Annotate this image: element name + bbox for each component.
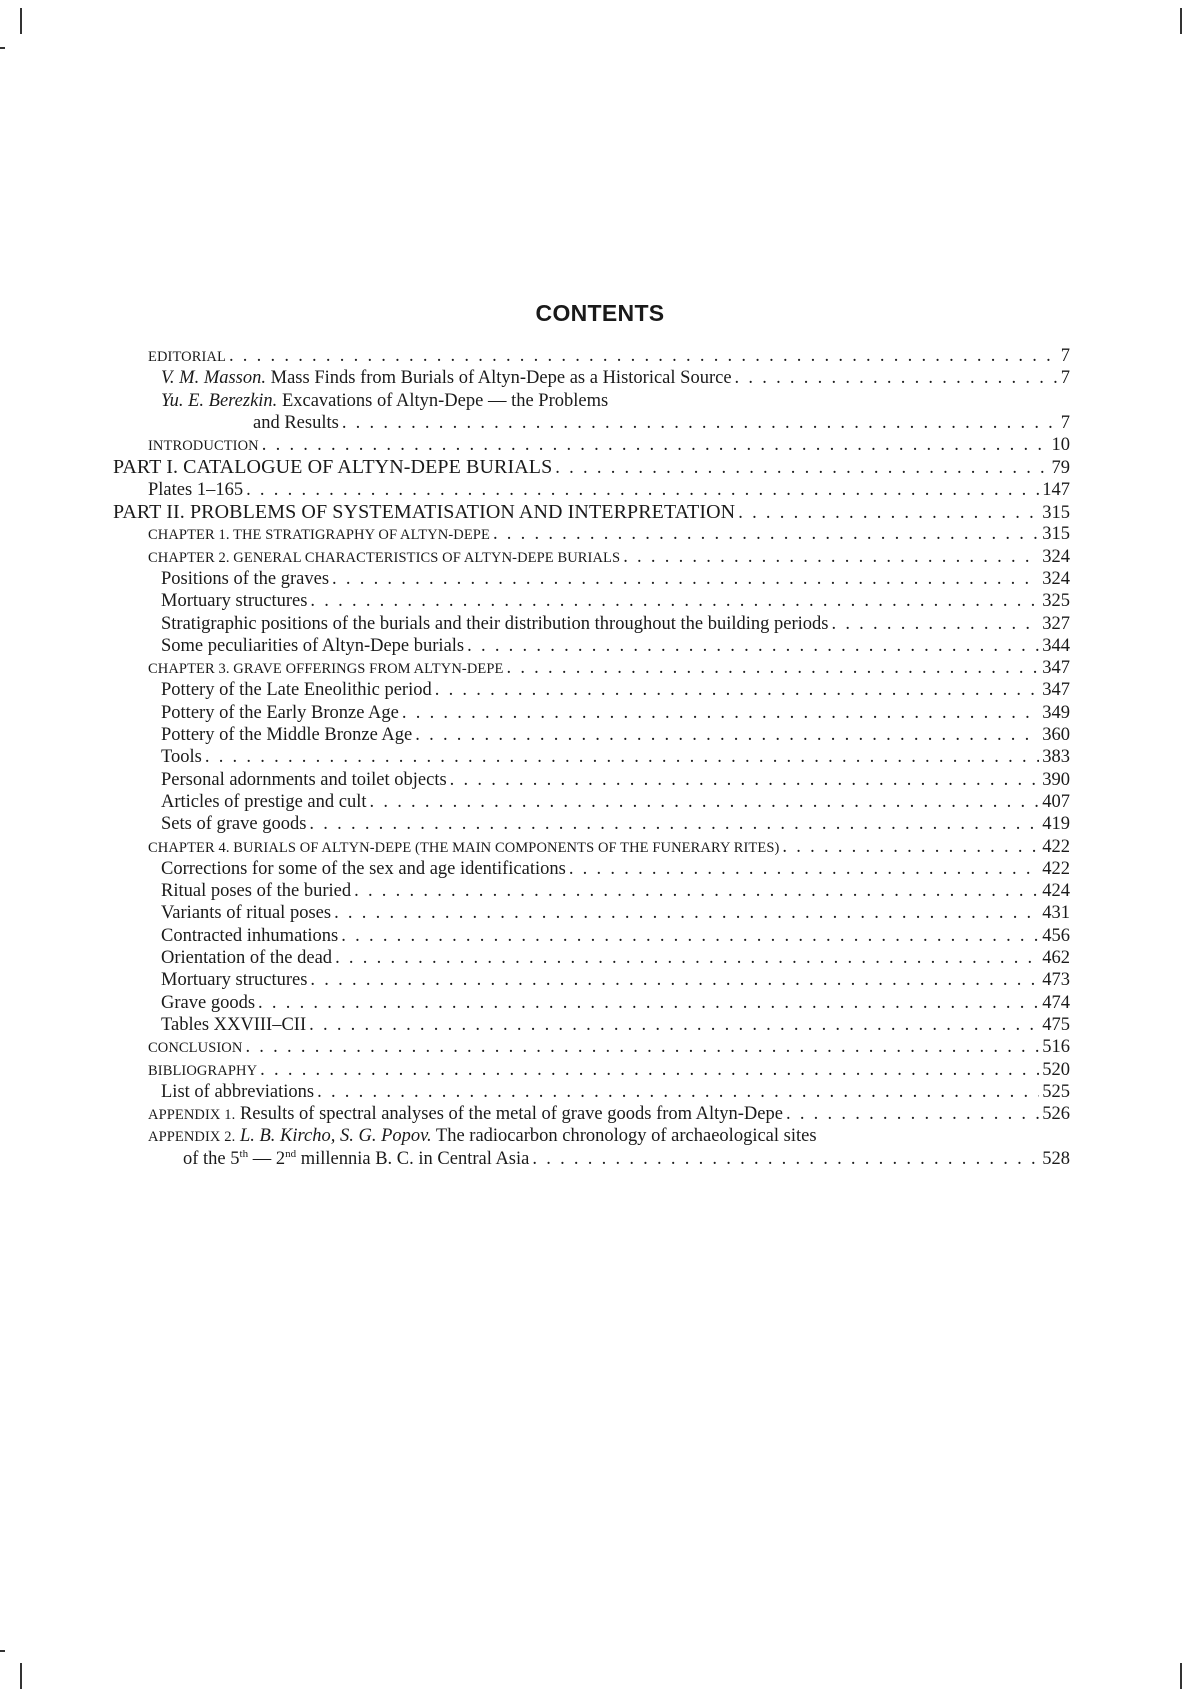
toc-entry-label (161, 367, 732, 389)
toc-entry-text: CHAPTER 1. THE STRATIGRAPHY OF ALTYN-DEPE (148, 527, 490, 544)
toc-entry-label (161, 568, 329, 590)
toc-entry-text: Positions of the graves (161, 568, 330, 589)
toc-entry-text: List of abbreviations (161, 1081, 315, 1102)
toc-leader-dots (467, 635, 1039, 657)
toc-leader-dots (332, 568, 1039, 590)
toc-entry[interactable] (113, 1103, 1070, 1125)
toc-leader-dots (738, 502, 1039, 524)
toc-entry-text: Stratigraphic positions of the burials and their distribution throughout the building periods (161, 613, 829, 634)
toc-entry-text: The radiocarbon chronology of archaeological sites (431, 1126, 817, 1147)
toc-entry-text: and Results (253, 412, 339, 433)
toc-entry[interactable] (113, 836, 1070, 858)
toc-entry-label (161, 947, 332, 969)
toc-leader-dots (569, 858, 1039, 880)
toc-entry[interactable] (113, 546, 1070, 568)
toc-entry[interactable] (113, 679, 1070, 701)
toc-page-number: 7 (1060, 346, 1070, 366)
toc-page-number: 520 (1042, 1059, 1070, 1080)
toc-leader-dots (450, 769, 1040, 791)
toc-entry-label (161, 880, 351, 902)
toc-entry-label (148, 479, 243, 501)
toc-entry-author: V. M. Masson. (161, 368, 267, 389)
toc-entry-label (161, 858, 566, 880)
toc-entry[interactable] (113, 479, 1070, 501)
toc-page-number: 327 (1042, 613, 1070, 634)
toc-entry-author: L. B. Kircho, S. G. Popov. (235, 1126, 432, 1147)
toc-entry-text: Pottery of the Late Eneolithic period (161, 680, 432, 701)
toc-entry-text: Tables XXVIII–CII (161, 1014, 307, 1035)
toc-entry[interactable] (113, 390, 1070, 412)
toc-leader-dots (493, 523, 1039, 545)
toc-entry-label (148, 434, 259, 457)
toc-entry-text: Orientation of the dead (161, 948, 333, 969)
toc-leader-dots (435, 679, 1040, 701)
toc-entry-text: of the 5th — 2nd millennia B. C. in Central Asia (183, 1147, 530, 1169)
toc-entry-text: Variants of ritual poses (161, 903, 332, 924)
toc-entry-text: CHAPTER 3. GRAVE OFFERINGS FROM ALTYN-DEPE (148, 661, 504, 678)
toc-entry-label (183, 1148, 529, 1170)
toc-leader-dots (831, 613, 1039, 635)
toc-entry[interactable] (113, 902, 1070, 924)
toc-page-number: 147 (1042, 479, 1070, 500)
toc-entry-label (161, 902, 331, 924)
toc-entry-text: CHAPTER 2. GENERAL CHARACTERISTICS OF ALTYN-DEPE BURIALS (148, 549, 621, 566)
toc-leader-dots (402, 702, 1039, 724)
toc-page-number: 79 (1051, 458, 1070, 479)
toc-entry[interactable] (113, 590, 1070, 612)
toc-page-number: 324 (1042, 546, 1070, 567)
toc-entry-text: Grave goods (161, 992, 256, 1013)
toc-entry-label (161, 724, 412, 746)
toc-leader-dots (205, 746, 1039, 768)
toc-entry[interactable] (113, 947, 1070, 969)
toc-entry[interactable] (113, 791, 1070, 813)
toc-page-number: 475 (1042, 1014, 1070, 1035)
toc-entry-text: Contracted inhumations (161, 925, 339, 946)
toc-entry-label (148, 836, 779, 859)
toc-entry[interactable] (113, 1036, 1070, 1058)
toc-entry[interactable] (113, 769, 1070, 791)
toc-page-number: 344 (1042, 635, 1070, 656)
toc-entry-text: PART I. CATALOGUE OF ALTYN-DEPE BURIALS (113, 456, 553, 479)
toc-leader-dots (335, 947, 1039, 969)
toc-entry-label (148, 1103, 783, 1126)
toc-entry[interactable] (113, 635, 1070, 657)
toc-entry-prefix: APPENDIX 2. (148, 1129, 236, 1146)
toc-page-number: 7 (1060, 412, 1070, 433)
toc-entry[interactable] (113, 1148, 1070, 1170)
toc-page-number: 516 (1042, 1037, 1070, 1058)
toc-page-number: 456 (1042, 925, 1070, 946)
toc-page-number: 349 (1042, 702, 1070, 723)
crop-mark-bottom-right (1180, 1663, 1182, 1689)
toc-page-number: 10 (1051, 435, 1070, 456)
toc-entry-text: Corrections for some of the sex and age identifications (161, 858, 566, 879)
toc-entry-label (161, 791, 367, 813)
toc-leader-dots (341, 925, 1039, 947)
toc-leader-dots (245, 1036, 1039, 1058)
toc-leader-dots (310, 590, 1039, 612)
toc-entry-label (253, 412, 339, 434)
toc-leader-dots (260, 1059, 1039, 1081)
toc-entry-text: INTRODUCTION (148, 438, 259, 455)
toc-entry[interactable] (113, 1125, 1070, 1147)
toc-leader-dots (782, 836, 1039, 858)
toc-page-number: 347 (1042, 658, 1070, 679)
toc-entry-label (161, 746, 202, 768)
toc-entry[interactable] (113, 702, 1070, 724)
toc-entry-label (161, 813, 306, 835)
toc-entry-label (113, 501, 735, 524)
toc-leader-dots (246, 479, 1039, 501)
toc-entry[interactable] (113, 1059, 1070, 1081)
toc-entry[interactable] (113, 657, 1070, 679)
toc-page-number: 422 (1042, 858, 1070, 879)
toc-entry-label (161, 679, 432, 701)
toc-leader-dots (415, 724, 1039, 746)
toc-entry-text: Articles of prestige and cult (161, 791, 367, 812)
toc-entry-label (148, 1125, 817, 1148)
toc-leader-dots (370, 791, 1040, 813)
toc-entry[interactable] (113, 1081, 1070, 1103)
toc-page-number: 407 (1042, 791, 1070, 812)
toc-leader-dots (623, 546, 1039, 568)
toc-entry[interactable] (113, 858, 1070, 880)
toc-entry-label (161, 702, 399, 724)
toc-entry[interactable] (113, 969, 1070, 991)
toc-page-number: 325 (1042, 591, 1070, 612)
toc-entry[interactable] (113, 724, 1070, 746)
toc-page-number: 360 (1042, 725, 1070, 746)
toc-page-number: 7 (1060, 368, 1070, 389)
toc-entry[interactable] (113, 412, 1070, 434)
toc-entry-text: Tools (161, 747, 202, 768)
toc-entry-text: CONCLUSION (148, 1040, 243, 1057)
toc-entry-label (148, 546, 620, 569)
toc-entry-label (161, 969, 307, 991)
toc-page-number: 462 (1042, 948, 1070, 969)
toc-entry[interactable] (113, 880, 1070, 902)
toc-entry[interactable] (113, 746, 1070, 768)
toc-leader-dots (786, 1103, 1039, 1125)
page-title: CONTENTS (535, 300, 665, 326)
crop-mark-top-left (20, 8, 22, 34)
toc-entry[interactable] (113, 568, 1070, 590)
toc-entry-text: CHAPTER 4. BURIALS OF ALTYN-DEPE (THE MAIN COMPONENTS OF THE FUNERARY RITES) (148, 839, 780, 856)
crop-mark-top-right (1180, 8, 1182, 34)
toc-entry-text: Sets of grave goods (161, 814, 307, 835)
toc-entry[interactable] (113, 345, 1070, 367)
toc-leader-dots (310, 969, 1039, 991)
toc-entry[interactable] (113, 434, 1070, 456)
toc-entry-label (161, 769, 447, 791)
toc-leader-dots (317, 1081, 1039, 1103)
toc-page-number: 528 (1042, 1148, 1070, 1169)
toc-entry-label (161, 925, 338, 947)
toc-page-number: 526 (1042, 1104, 1070, 1125)
toc-entry-label (148, 345, 226, 368)
toc-leader-dots (506, 657, 1039, 679)
toc-entry-text: Mass Finds from Burials of Altyn-Depe as a Historical Source (266, 368, 732, 389)
toc-entry-label (148, 1059, 257, 1082)
toc-page-number: 424 (1042, 881, 1070, 902)
toc-entry-label (148, 523, 490, 546)
toc-entry-text: Pottery of the Middle Bronze Age (161, 725, 413, 746)
toc-entry[interactable] (113, 613, 1070, 635)
toc-entry-prefix: APPENDIX 1. (148, 1107, 236, 1124)
toc-leader-dots (532, 1148, 1039, 1170)
toc-entry-label (161, 1081, 314, 1103)
toc-entry-text: Some peculiarities of Altyn-Depe burials (161, 635, 465, 656)
toc-page-number: 390 (1042, 769, 1070, 790)
toc-entry-label (148, 657, 503, 680)
toc-entry-text: EDITORIAL (148, 349, 226, 365)
toc-entry-text: BIBLIOGRAPHY (148, 1062, 258, 1079)
toc-leader-dots (262, 434, 1049, 456)
toc-leader-dots (229, 345, 1058, 367)
crop-mark-bottom-left-tick (0, 1650, 5, 1652)
toc-leader-dots (258, 992, 1039, 1014)
toc-leader-dots (334, 902, 1039, 924)
toc-entry[interactable] (113, 367, 1070, 389)
toc-entry[interactable] (113, 501, 1070, 523)
toc-entry-label (161, 590, 307, 612)
toc-entry-label (113, 456, 552, 479)
toc-leader-dots (735, 367, 1058, 389)
toc-page-number: 431 (1042, 903, 1070, 924)
crop-mark-bottom-left (20, 1663, 22, 1689)
toc-page-number: 474 (1042, 992, 1070, 1013)
crop-mark-top-left-tick (0, 47, 5, 49)
toc-entry-label (161, 613, 828, 635)
toc-entry-label (161, 1014, 306, 1036)
toc-entry-label (161, 992, 255, 1014)
toc-entry-label (148, 1036, 242, 1059)
toc-entry-text: Mortuary structures (161, 970, 308, 991)
toc-page-number: 315 (1042, 524, 1070, 545)
toc-entry-author: Yu. E. Berezkin. (161, 390, 278, 411)
toc-entry-text: Results of spectral analyses of the metal of grave goods from Altyn-Depe (235, 1104, 783, 1125)
toc-entry[interactable] (113, 1014, 1070, 1036)
toc-leader-dots (342, 412, 1058, 434)
toc-leader-dots (354, 880, 1039, 902)
toc-page-number: 347 (1042, 680, 1070, 701)
toc-entry-text: Mortuary structures (161, 591, 308, 612)
toc-entry-text: Ritual poses of the buried (161, 881, 352, 902)
toc-entry[interactable] (113, 456, 1070, 478)
toc-page-number: 324 (1042, 568, 1070, 589)
toc-entry-text: Pottery of the Early Bronze Age (161, 702, 399, 723)
toc-page-number: 315 (1042, 503, 1070, 524)
toc-entry-label (161, 635, 464, 657)
toc-page-number: 525 (1042, 1081, 1070, 1102)
toc-entry[interactable] (113, 992, 1070, 1014)
toc-page-number: 419 (1042, 814, 1070, 835)
toc-entry[interactable] (113, 813, 1070, 835)
toc-page-number: 422 (1042, 836, 1070, 857)
toc-leader-dots (309, 813, 1039, 835)
toc-page-number: 473 (1042, 970, 1070, 991)
table-of-contents (113, 345, 1070, 1170)
toc-page-number: 383 (1042, 747, 1070, 768)
toc-entry-text: Personal adornments and toilet objects (161, 769, 447, 790)
toc-entry-text: Plates 1–165 (148, 479, 244, 500)
toc-entry-text: Excavations of Altyn-Depe — the Problems (277, 390, 609, 411)
toc-leader-dots (309, 1014, 1039, 1036)
toc-entry[interactable] (113, 925, 1070, 947)
toc-entry[interactable] (113, 523, 1070, 545)
toc-entry-label (161, 390, 608, 412)
toc-entry-text: PART II. PROBLEMS OF SYSTEMATISATION AND INTERPRETATION (113, 501, 736, 524)
toc-leader-dots (555, 457, 1048, 479)
